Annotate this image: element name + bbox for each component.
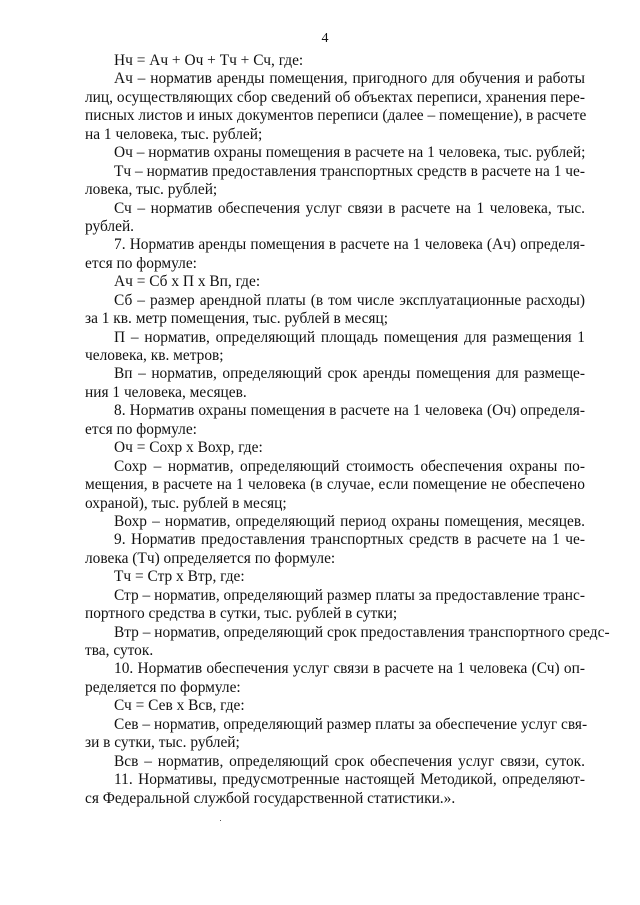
text-line: писных листов и иных документов переписи (далее – помещение), в расчете	[85, 107, 587, 125]
text-line: Сев – норматив, определяющий размер платы за обеспечение услуг свя-	[114, 715, 588, 733]
text-line: П – норматив, определяющий площадь помещения для размещения 1	[114, 328, 585, 346]
text-line: ется по формуле:	[85, 420, 197, 438]
text-line: ется по формуле:	[85, 254, 197, 272]
text-line: ловека (Тч) определяется по формуле:	[85, 549, 336, 567]
text-line: ся Федеральной службой государственной статистики.».	[85, 789, 456, 807]
text-line: 8. Норматив охраны помещения в расчете на 1 человека (Оч) определя-	[114, 402, 585, 420]
text-line: Нч = Ач + Оч + Тч + Сч, где:	[114, 52, 304, 69]
text-line: Стр – норматив, определяющий размер платы за предоставление транс-	[114, 586, 585, 604]
text-line: рублей.	[85, 217, 135, 235]
text-line: Втр – норматив, определяющий срок предоставления транспортного средс-	[114, 623, 610, 641]
text-line: мещения, в расчете на 1 человека (в случае, если помещение не обеспечено	[85, 476, 585, 494]
text-line: ния 1 человека, месяцев.	[85, 383, 247, 401]
text-line: на 1 человека, тыс. рублей;	[85, 125, 263, 143]
text-line: тва, суток.	[85, 642, 154, 659]
text-line: Ач = Сб х П х Вп, где:	[114, 273, 261, 291]
text-line: Ач – норматив аренды помещения, пригодного для обучения и работы	[114, 70, 585, 88]
text-line: Вп – норматив, определяющий срок аренды помещения для размеще-	[114, 365, 585, 383]
text-line: Сб – размер арендной платы (в том числе эксплуатационные расходы)	[114, 291, 585, 309]
text-line: 11. Нормативы, предусмотренные настоящей Методикой, определяют-	[114, 771, 585, 789]
text-line: 9. Норматив предоставления транспортных средств в расчете на 1 че-	[114, 531, 585, 549]
text-line: Тч – норматив предоставления транспортных средств в расчете на 1 че-	[114, 162, 585, 180]
text-line: ределяется по формуле:	[85, 678, 241, 696]
text-line: Сч – норматив обеспечения услуг связи в расчете на 1 человека, тыс.	[114, 199, 585, 217]
text-line: Всв – норматив, определяющий срок обеспечения услуг связи, суток.	[114, 752, 585, 770]
document-body	[85, 52, 610, 808]
text-line: за 1 кв. метр помещения, тыс. рублей в месяц;	[85, 310, 389, 328]
text-line: Оч = Сохр х Вохр, где:	[114, 439, 263, 457]
text-line: человека, кв. метров;	[85, 347, 224, 364]
text-line: 7. Норматив аренды помещения в расчете на 1 человека (Ач) определя-	[114, 236, 585, 254]
text-line: Сохр – норматив, определяющий стоимость обеспечения охраны по-	[114, 457, 585, 475]
scan-artifact-dot	[220, 820, 221, 821]
text-line: портного средства в сутки, тыс. рублей в сутки;	[85, 605, 398, 623]
text-line: 10. Норматив обеспечения услуг связи в расчете на 1 человека (Сч) оп-	[114, 660, 585, 678]
text-line: Тч = Стр х Втр, где:	[114, 568, 245, 586]
text-line: лиц, осуществляющих сбор сведений об объектах переписи, хранения пере-	[85, 88, 585, 106]
text-line: Вохр – норматив, определяющий период охраны помещения, месяцев.	[114, 512, 585, 530]
page-number: 4	[321, 31, 329, 46]
text-line: Сч = Сев х Всв, где:	[114, 697, 245, 715]
text-line: Оч – норматив охраны помещения в расчете на 1 человека, тыс. рублей;	[114, 144, 586, 162]
text-line: охраной), тыс. рублей в месяц;	[85, 494, 287, 512]
text-line: ловека, тыс. рублей;	[85, 181, 218, 199]
text-line: зи в сутки, тыс. рублей;	[85, 734, 240, 752]
